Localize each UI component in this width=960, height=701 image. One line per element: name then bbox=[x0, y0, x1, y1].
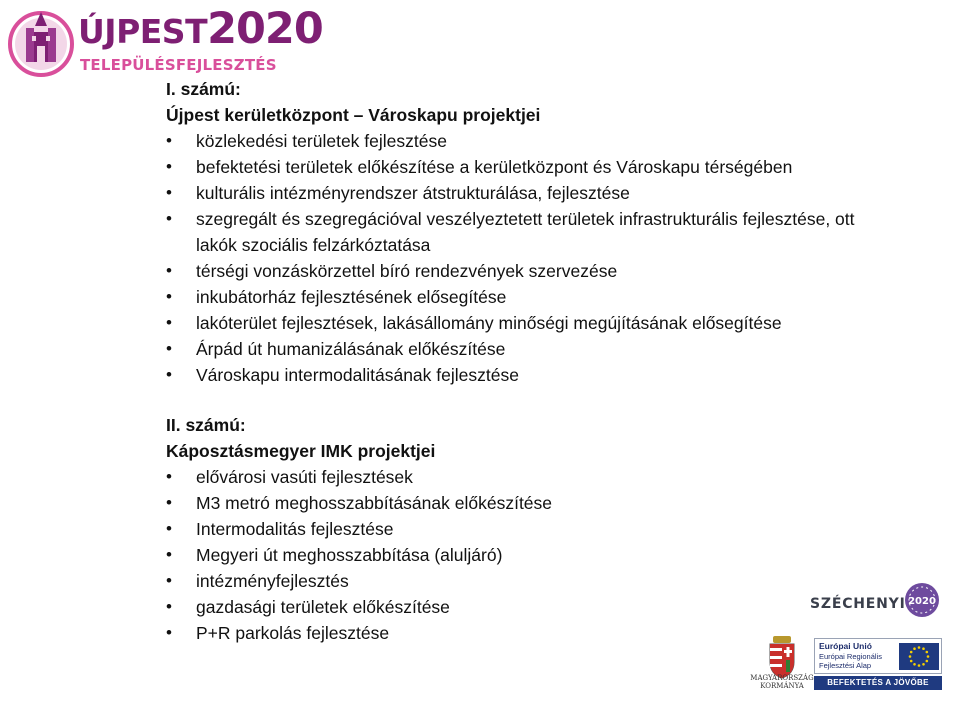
list-item: • térségi vonzáskörzettel bíró rendezvények szervezése bbox=[166, 258, 856, 284]
section2-number: II. számú: bbox=[166, 415, 246, 435]
section-spacer bbox=[166, 388, 856, 412]
eu-fund-text bbox=[819, 642, 899, 671]
section1-title: Újpest kerületközpont – Városkapu projektjei bbox=[166, 105, 541, 125]
list-item: • Városkapu intermodalitásának fejlesztése bbox=[166, 362, 856, 388]
eu-line3: Fejlesztési Alap bbox=[819, 661, 872, 670]
section1-number: I. számú: bbox=[166, 79, 241, 99]
ujpest-2020-logo bbox=[8, 4, 323, 82]
list-item: • közlekedési területek fejlesztése bbox=[166, 128, 856, 154]
list-item: • lakóterület fejlesztések, lakásállomány minőségi megújításának elősegítése bbox=[166, 310, 856, 336]
list-item: • inkubátorház fejlesztésének elősegítése bbox=[166, 284, 856, 310]
logo-title-year: 2020 bbox=[207, 4, 323, 54]
eu-line1: Európai Unió bbox=[819, 641, 872, 651]
government-label-line1: MAGYARORSZÁG bbox=[750, 674, 814, 682]
list-item: • Árpád út humanizálásának előkészítése bbox=[166, 336, 856, 362]
list-item: • intézményfejlesztés bbox=[166, 568, 856, 594]
list-item: • M3 metró meghosszabbításának előkészítése bbox=[166, 490, 856, 516]
funding-logos bbox=[736, 560, 950, 694]
list-item: • szegregált és szegregációval veszélyeztetett területek infrastrukturális fejlesztése, ott lakók szociális felzárkóztatása bbox=[166, 206, 856, 258]
eu-line2: Európai Regionális bbox=[819, 651, 882, 661]
list-item: • befektetési területek előkészítése a kerületközpont és Városkapu térségében bbox=[166, 154, 856, 180]
ujpest-crest-icon bbox=[8, 6, 74, 80]
logo-title bbox=[78, 4, 323, 54]
government-label bbox=[738, 674, 826, 690]
list-item: • gazdasági területek előkészítése bbox=[166, 594, 856, 620]
szechenyi-2020-badge-icon bbox=[904, 582, 940, 618]
list-item: • Megyeri út meghosszabbítása (aluljáró) bbox=[166, 542, 856, 568]
list-item: • Intermodalitás fejlesztése bbox=[166, 516, 856, 542]
list-item: • kulturális intézményrendszer átstrukturálása, fejlesztése bbox=[166, 180, 856, 206]
section2-title: Káposztásmegyer IMK projektjei bbox=[166, 441, 436, 461]
section1-list bbox=[166, 128, 856, 388]
government-label-line2: KORMÁNYA bbox=[760, 682, 804, 690]
logo-title-word: ÚJPEST bbox=[78, 12, 208, 51]
eu-flag-icon bbox=[899, 643, 939, 670]
list-item: • P+R parkolás fejlesztése bbox=[166, 620, 856, 646]
eu-fund-box bbox=[814, 638, 942, 674]
szechenyi-badge-text: 2020 bbox=[908, 596, 936, 607]
szechenyi-label: SZÉCHENYI bbox=[810, 596, 906, 612]
invest-banner: BEFEKTETÉS A JÖVŐBE bbox=[814, 676, 942, 690]
logo-subtitle: TELEPÜLÉSFEJLESZTÉS bbox=[80, 56, 277, 74]
list-item: • elővárosi vasúti fejlesztések bbox=[166, 464, 856, 490]
